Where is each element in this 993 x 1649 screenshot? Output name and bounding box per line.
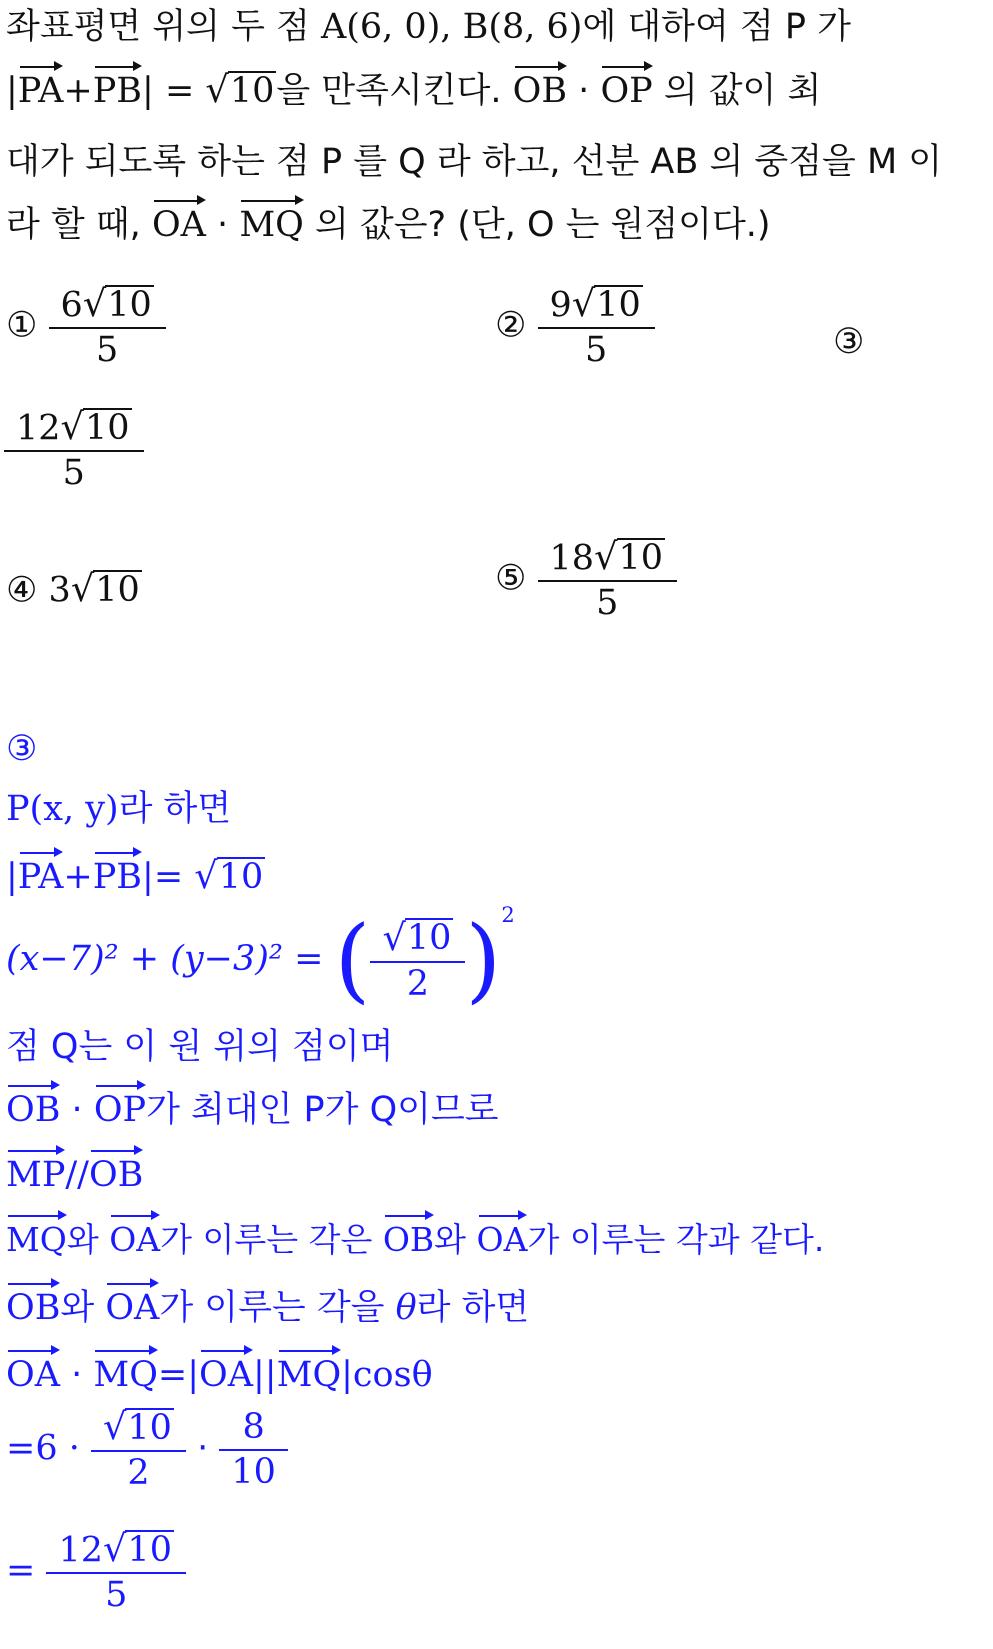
solution-line-10	[6, 1405, 288, 1494]
equals: =	[153, 857, 195, 897]
fraction: 12 √ 10 5	[10, 408, 138, 491]
text: =	[6, 1550, 47, 1591]
solution-line-2	[6, 852, 265, 895]
problem-line-2	[6, 66, 821, 109]
radicand: 10	[218, 856, 264, 897]
radicand: 10	[406, 918, 452, 959]
choice-mark: ⑤	[495, 558, 527, 599]
vector-pb: PB	[93, 852, 142, 895]
problem-line-3: 대가 되도록 하는 점 P 를 Q 라 하고, 선분 AB 의 중점을 M 이	[6, 142, 943, 182]
vector-oa: OA	[105, 1283, 159, 1326]
denominator: 5	[538, 327, 655, 368]
exponent: 2	[501, 903, 515, 927]
text: 에 대하여 점 P 가	[582, 7, 851, 47]
choice-4[interactable]	[6, 567, 142, 611]
radicand: 10	[127, 1408, 172, 1448]
vector-ob: OB	[513, 66, 567, 109]
vector-mq: MQ	[6, 1215, 67, 1256]
text: 라 할 때,	[6, 205, 152, 245]
choice-mark: ②	[495, 305, 527, 346]
text: 가 이루는 각은	[160, 1220, 383, 1259]
fraction: 6 √ 10 5	[55, 285, 160, 368]
fraction: √ 10 2	[376, 918, 459, 1001]
vector-oa: OA	[152, 200, 206, 243]
radicand: 10	[84, 408, 130, 448]
coef: 12	[16, 408, 61, 449]
left-paren: (	[334, 906, 371, 1013]
numerator: 8	[242, 1406, 265, 1447]
text: 가 최대인 P가 Q이므로	[146, 1090, 499, 1130]
choice-3-mark[interactable]	[833, 322, 865, 362]
choice-1[interactable]	[6, 282, 166, 371]
vector-mq: MQ	[239, 200, 304, 243]
abs-bar: |	[6, 857, 18, 897]
points-ab: A(6, 0), B(8, 6)	[320, 7, 583, 47]
vector-ob: OB	[6, 1283, 60, 1326]
fraction: 18 √ 10 5	[544, 538, 672, 621]
coef: 12	[58, 1530, 103, 1571]
theta: θ	[395, 1288, 417, 1328]
radicand: 10	[95, 570, 140, 610]
text: 가 이루는 각을	[159, 1288, 396, 1328]
right-paren: )	[465, 906, 502, 1013]
sqrt: √ 10	[194, 854, 264, 897]
vector-op: OP	[94, 1085, 146, 1128]
solution-line-4: 점 Q는 이 원 위의 점이며	[6, 1027, 394, 1067]
coef: 6	[60, 285, 83, 326]
cos-theta: |cosθ	[341, 1355, 433, 1395]
vector-mq: MQ	[93, 1350, 158, 1393]
solution-line-8	[6, 1283, 529, 1326]
parallel-sign: //	[65, 1155, 89, 1195]
radicand: 10	[127, 1530, 172, 1570]
text: 의 값은? (단, O 는 원점이다.)	[303, 205, 771, 245]
denominator: 5	[4, 450, 144, 491]
vector-oa: OA	[109, 1215, 160, 1256]
denominator: 2	[91, 1450, 186, 1491]
denominator: 2	[370, 961, 465, 1002]
text: 가 이루는 각과 같다.	[527, 1220, 825, 1259]
plus-sign: +	[63, 71, 93, 111]
equals: =	[153, 71, 206, 111]
vector-ob: OB	[383, 1215, 434, 1256]
problem-line-4	[6, 200, 771, 243]
radicand: 10	[229, 70, 275, 111]
vector-op: OP	[600, 66, 652, 109]
vector-ob: OB	[6, 1085, 60, 1128]
radicand: 10	[596, 285, 641, 325]
abs-bars: ||	[253, 1355, 277, 1395]
choice-3[interactable]	[4, 405, 144, 494]
solution-line-7	[6, 1215, 825, 1259]
text: 와	[60, 1288, 106, 1328]
vector-oa: OA	[199, 1350, 253, 1393]
abs-bar: |	[6, 71, 18, 111]
choice-5[interactable]	[495, 535, 677, 624]
fraction: √ 10 2	[97, 1408, 180, 1491]
solution-line-1	[6, 789, 232, 829]
text: =6 ·	[6, 1428, 91, 1469]
solution-line-6	[6, 1150, 143, 1193]
radicand: 10	[618, 538, 664, 578]
vector-oa: OA	[6, 1350, 60, 1393]
text: 라 하면	[416, 1288, 530, 1328]
vector-pa: PA	[18, 852, 64, 895]
equals: =|	[157, 1355, 200, 1395]
vector-pa: PA	[18, 66, 64, 109]
choice-2[interactable]	[495, 282, 655, 371]
circle-equation-lhs: (x−7)² + (y−3)² =	[6, 939, 335, 979]
dot-product: ·	[185, 1428, 220, 1469]
fraction: 9 √ 10 5	[544, 285, 649, 368]
dot-product: ·	[205, 205, 240, 245]
coef: 3	[48, 570, 71, 611]
denominator: 5	[49, 327, 166, 368]
choice-mark: ①	[6, 305, 38, 346]
vector-ob: OB	[89, 1150, 143, 1193]
text: 을 만족시킨다.	[276, 71, 513, 111]
coef: 18	[549, 538, 595, 579]
solution-line-9	[6, 1350, 433, 1393]
abs-bar: |	[142, 71, 154, 111]
choice-mark: ④	[6, 570, 38, 611]
text: 와	[66, 1220, 110, 1259]
solution-line-5	[6, 1085, 499, 1128]
fraction: 12 √ 10 5	[52, 1530, 180, 1613]
text: P(x, y)라 하면	[6, 789, 232, 829]
dot-product: ·	[59, 1355, 94, 1395]
choice-mark: ③	[833, 322, 865, 362]
vector-oa: OA	[477, 1215, 528, 1256]
dot-product: ·	[60, 1090, 94, 1130]
solution-line-3	[6, 903, 515, 1013]
dot-product: ·	[567, 71, 601, 111]
vector-pb: PB	[93, 66, 142, 109]
problem-line-1	[6, 7, 851, 47]
sqrt: √ 10	[205, 68, 275, 111]
vector-mp: MP	[6, 1150, 65, 1193]
solution-line-11	[6, 1527, 186, 1616]
abs-bar: |	[142, 857, 154, 897]
text: 의 값이 최	[652, 71, 822, 111]
fraction	[225, 1406, 282, 1492]
text: 와	[434, 1220, 477, 1259]
plus-sign: +	[63, 857, 93, 897]
vector-mq: MQ	[277, 1350, 342, 1393]
solution-answer: ③	[6, 729, 38, 769]
text: 좌표평면 위의 두 점	[6, 7, 321, 47]
sqrt: √ 10	[70, 567, 140, 611]
denominator: 10	[219, 1449, 288, 1490]
radicand: 10	[107, 285, 152, 325]
coef: 9	[549, 285, 572, 326]
denominator: 5	[538, 580, 678, 621]
denominator: 5	[46, 1572, 186, 1613]
